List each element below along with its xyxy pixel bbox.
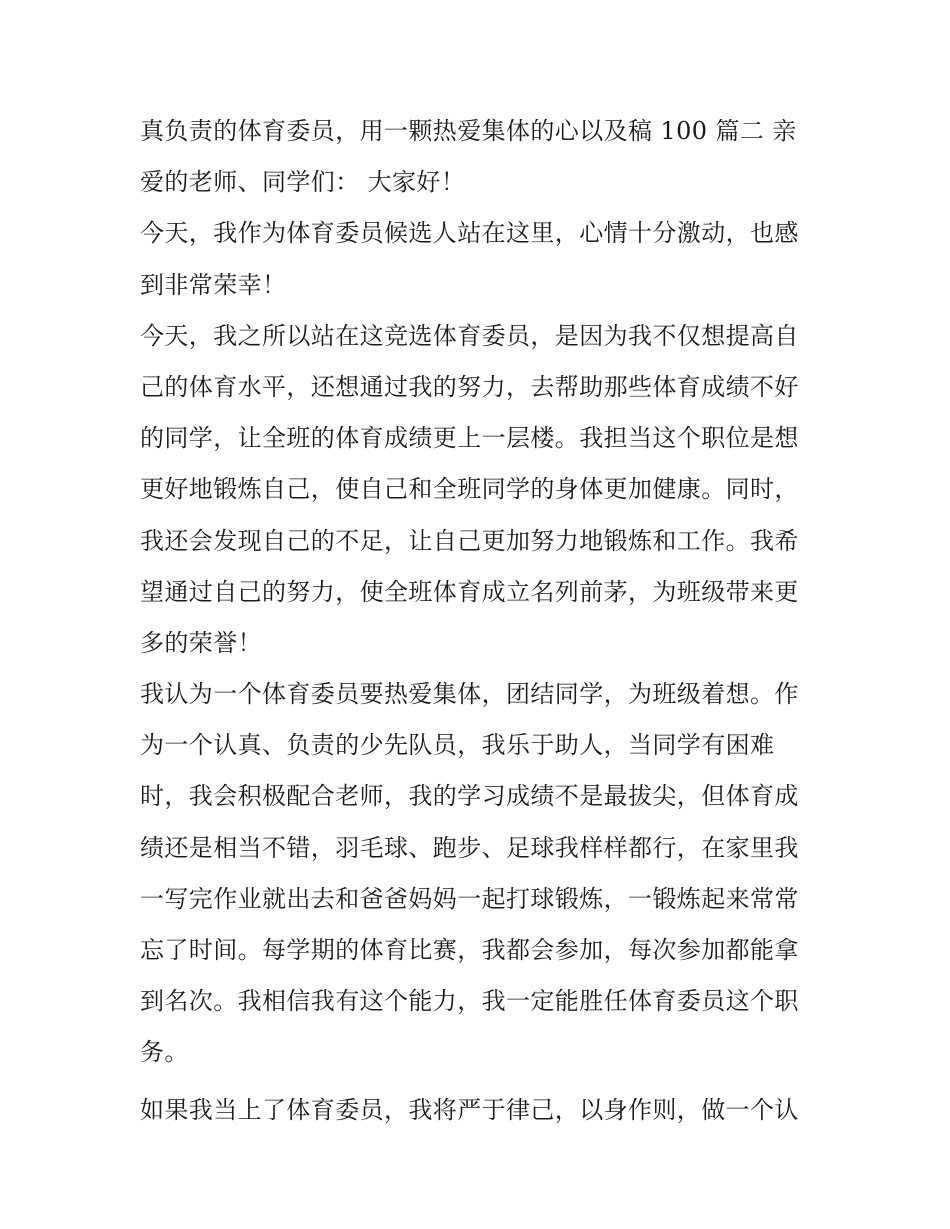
text-line: 到非常荣幸！	[140, 270, 287, 299]
document-body	[140, 106, 820, 1136]
text-line: 我还会发现自己的不足，让自己更加努力地锻炼和工作。我希	[140, 526, 799, 555]
text-line: 务。	[140, 1038, 189, 1067]
text-line: 望通过自己的努力，使全班体育成立名列前茅，为班级带来更	[140, 577, 799, 606]
text-line: 一写完作业就出去和爸爸妈妈一起打球锻炼，一锻炼起来常常	[140, 884, 799, 913]
text-line: 多的荣誉！	[140, 628, 262, 657]
text-line: 为一个认真、负责的少先队员，我乐于助人，当同学有困难	[140, 731, 775, 760]
text-line: 爱的老师、同学们： 大家好！	[140, 168, 466, 197]
text-line: 如果我当上了体育委员，我将严于律己，以身作则，做一个认	[140, 1095, 799, 1124]
text-line: 今天，我之所以站在这竞选体育委员，是因为我不仅想提高自	[140, 321, 799, 350]
text-line: 更好地锻炼自己，使自己和全班同学的身体更加健康。同时，	[140, 475, 799, 504]
text-line: 今天，我作为体育委员候选人站在这里，心情十分激动，也感	[140, 219, 799, 248]
text-line: 己的体育水平，还想通过我的努力，去帮助那些体育成绩不好	[140, 372, 799, 401]
text-line: 忘了时间。每学期的体育比赛，我都会参加，每次参加都能拿	[140, 936, 799, 964]
text-line: 绩还是相当不错，羽毛球、跑步、足球我样样都行，在家里我	[140, 833, 799, 862]
text-line: 到名次。我相信我有这个能力，我一定能胜任体育委员这个职	[140, 987, 799, 1016]
text-line: 真负责的体育委员，用一颗热爱集体的心以及稿 100 篇二 亲	[140, 117, 797, 145]
text-line: 的同学，让全班的体育成绩更上一层楼。我担当这个职位是想	[140, 424, 799, 453]
text-line: 时，我会积极配合老师，我的学习成绩不是最拔尖，但体育成	[140, 782, 799, 811]
text-line: 我认为一个体育委员要热爱集体，团结同学，为班级着想。作	[140, 680, 799, 709]
